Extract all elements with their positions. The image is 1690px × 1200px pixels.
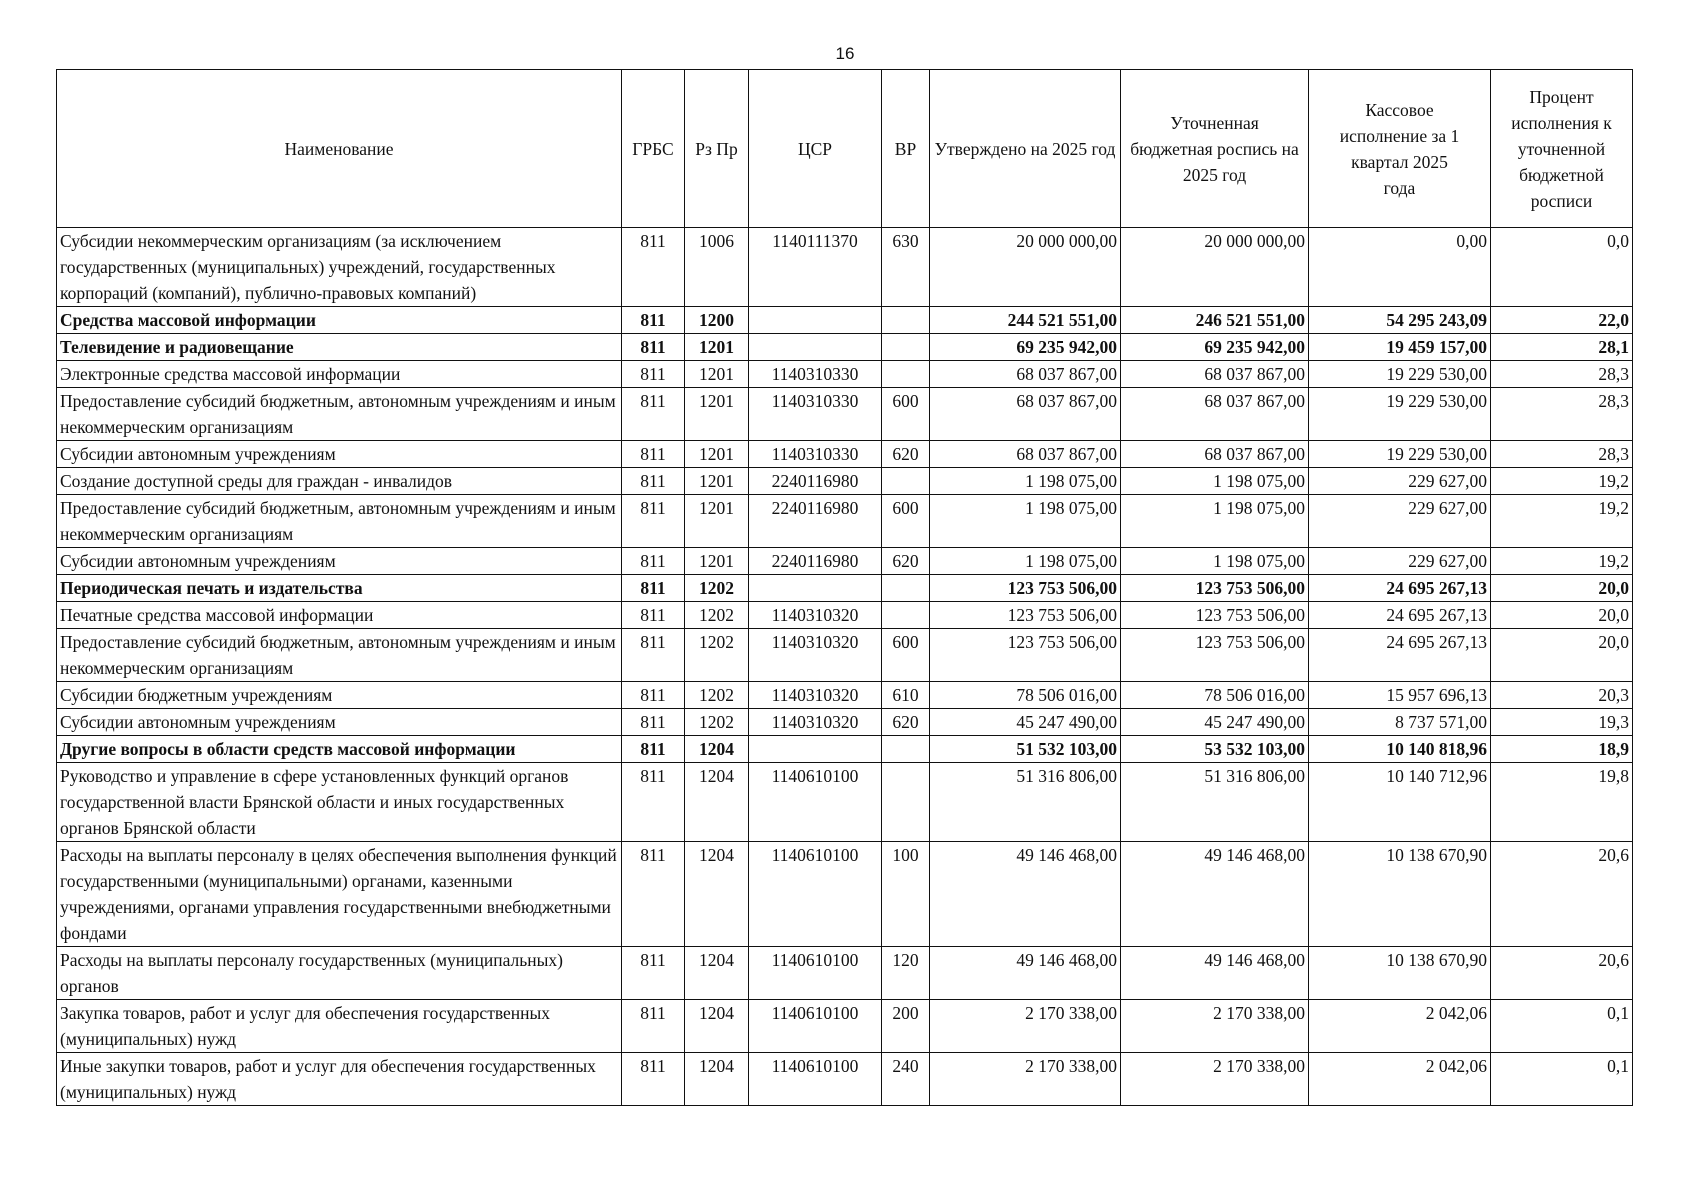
table-row: [57, 441, 1633, 468]
cell-approved: 49 146 468,00: [930, 947, 1121, 1000]
cell-percent: 28,1: [1491, 334, 1633, 361]
cell-vr: [882, 736, 930, 763]
cell-csr: 1140310320: [749, 709, 882, 736]
cell-refined: 68 037 867,00: [1121, 361, 1309, 388]
header-grbs: ГРБС: [622, 70, 685, 228]
cell-percent: 0,0: [1491, 228, 1633, 307]
table-row: [57, 763, 1633, 842]
cell-vr: [882, 763, 930, 842]
cell-vr: 240: [882, 1053, 930, 1106]
cell-grbs: 811: [622, 361, 685, 388]
cell-cash: 19 229 530,00: [1309, 388, 1491, 441]
cell-refined: 20 000 000,00: [1121, 228, 1309, 307]
cell-cash: 19 229 530,00: [1309, 441, 1491, 468]
cell-csr: 1140310320: [749, 682, 882, 709]
cell-percent: 28,3: [1491, 441, 1633, 468]
cell-name: Телевидение и радиовещание: [57, 334, 622, 361]
cell-percent: 20,0: [1491, 629, 1633, 682]
cell-rzpr: 1202: [685, 682, 749, 709]
cell-percent: 19,2: [1491, 495, 1633, 548]
cell-name: Другие вопросы в области средств массовой информации: [57, 736, 622, 763]
cell-name: Печатные средства массовой информации: [57, 602, 622, 629]
cell-rzpr: 1204: [685, 736, 749, 763]
cell-rzpr: 1006: [685, 228, 749, 307]
cell-percent: 18,9: [1491, 736, 1633, 763]
cell-approved: 68 037 867,00: [930, 441, 1121, 468]
cell-percent: 0,1: [1491, 1000, 1633, 1053]
table-row: [57, 548, 1633, 575]
cell-grbs: 811: [622, 947, 685, 1000]
cell-vr: 620: [882, 548, 930, 575]
cell-approved: 20 000 000,00: [930, 228, 1121, 307]
cell-rzpr: 1201: [685, 441, 749, 468]
cell-cash: 10 138 670,90: [1309, 947, 1491, 1000]
cell-name: Электронные средства массовой информации: [57, 361, 622, 388]
cell-csr: 1140610100: [749, 1053, 882, 1106]
cell-cash: 229 627,00: [1309, 468, 1491, 495]
cell-percent: 20,6: [1491, 842, 1633, 947]
cell-rzpr: 1204: [685, 763, 749, 842]
cell-percent: 0,1: [1491, 1053, 1633, 1106]
table-row: [57, 361, 1633, 388]
cell-approved: 68 037 867,00: [930, 388, 1121, 441]
cell-approved: 1 198 075,00: [930, 468, 1121, 495]
cell-percent: 20,3: [1491, 682, 1633, 709]
header-rzpr: Рз Пр: [685, 70, 749, 228]
cell-approved: 68 037 867,00: [930, 361, 1121, 388]
cell-grbs: 811: [622, 629, 685, 682]
cell-percent: 28,3: [1491, 388, 1633, 441]
cell-refined: 123 753 506,00: [1121, 629, 1309, 682]
cell-approved: 1 198 075,00: [930, 548, 1121, 575]
table-row: [57, 1000, 1633, 1053]
table-row: [57, 709, 1633, 736]
cell-name: Руководство и управление в сфере установленных функций органов государственной власти Брянской области и иных государственных органов Брянской области: [57, 763, 622, 842]
cell-vr: 600: [882, 495, 930, 548]
cell-csr: [749, 575, 882, 602]
cell-name: Предоставление субсидий бюджетным, автономным учреждениям и иным некоммерческим организациям: [57, 388, 622, 441]
table-row: [57, 388, 1633, 441]
cell-csr: 1140610100: [749, 947, 882, 1000]
cell-approved: 2 170 338,00: [930, 1053, 1121, 1106]
cell-vr: 610: [882, 682, 930, 709]
cell-vr: [882, 361, 930, 388]
cell-grbs: 811: [622, 495, 685, 548]
cell-refined: 68 037 867,00: [1121, 441, 1309, 468]
cell-csr: 1140310320: [749, 602, 882, 629]
table-row: [57, 307, 1633, 334]
cell-cash: 10 140 712,96: [1309, 763, 1491, 842]
cell-vr: 600: [882, 629, 930, 682]
cell-vr: 100: [882, 842, 930, 947]
cell-cash: 2 042,06: [1309, 1053, 1491, 1106]
cell-rzpr: 1204: [685, 1053, 749, 1106]
cell-percent: 20,6: [1491, 947, 1633, 1000]
header-cash: Кассовое исполнение за 1 квартал 2025 года: [1309, 70, 1491, 228]
cell-approved: 123 753 506,00: [930, 602, 1121, 629]
cell-grbs: 811: [622, 682, 685, 709]
cell-grbs: 811: [622, 575, 685, 602]
cell-csr: 2240116980: [749, 468, 882, 495]
cell-percent: 28,3: [1491, 361, 1633, 388]
cell-refined: 2 170 338,00: [1121, 1053, 1309, 1106]
cell-refined: 2 170 338,00: [1121, 1000, 1309, 1053]
cell-name: Иные закупки товаров, работ и услуг для обеспечения государственных (муниципальных) нужд: [57, 1053, 622, 1106]
cell-name: Предоставление субсидий бюджетным, автономным учреждениям и иным некоммерческим организациям: [57, 495, 622, 548]
cell-name: Закупка товаров, работ и услуг для обеспечения государственных (муниципальных) нужд: [57, 1000, 622, 1053]
cell-percent: 19,8: [1491, 763, 1633, 842]
table-row: [57, 842, 1633, 947]
cell-grbs: 811: [622, 1053, 685, 1106]
cell-approved: 45 247 490,00: [930, 709, 1121, 736]
cell-rzpr: 1201: [685, 361, 749, 388]
table-row: [57, 228, 1633, 307]
cell-grbs: 811: [622, 441, 685, 468]
cell-rzpr: 1201: [685, 388, 749, 441]
cell-approved: 123 753 506,00: [930, 575, 1121, 602]
cell-name: Расходы на выплаты персоналу государственных (муниципальных) органов: [57, 947, 622, 1000]
cell-approved: 1 198 075,00: [930, 495, 1121, 548]
cell-refined: 69 235 942,00: [1121, 334, 1309, 361]
cell-vr: [882, 602, 930, 629]
table-row: [57, 575, 1633, 602]
cell-name: Расходы на выплаты персоналу в целях обеспечения выполнения функций государственными (муниципальными) органами, казенными учреждениями, органами управления государственными внебюджетными фондами: [57, 842, 622, 947]
cell-name: Субсидии бюджетным учреждениям: [57, 682, 622, 709]
cell-refined: 1 198 075,00: [1121, 548, 1309, 575]
budget-table: [56, 69, 1633, 1106]
cell-percent: 20,0: [1491, 575, 1633, 602]
table-row: [57, 947, 1633, 1000]
cell-approved: 78 506 016,00: [930, 682, 1121, 709]
cell-refined: 45 247 490,00: [1121, 709, 1309, 736]
page-number: 16: [835, 44, 855, 63]
cell-rzpr: 1201: [685, 334, 749, 361]
cell-rzpr: 1204: [685, 842, 749, 947]
cell-cash: 2 042,06: [1309, 1000, 1491, 1053]
cell-refined: 51 316 806,00: [1121, 763, 1309, 842]
cell-csr: 1140310330: [749, 388, 882, 441]
cell-csr: 2240116980: [749, 495, 882, 548]
cell-grbs: 811: [622, 388, 685, 441]
cell-refined: 49 146 468,00: [1121, 947, 1309, 1000]
cell-cash: 229 627,00: [1309, 495, 1491, 548]
cell-refined: 123 753 506,00: [1121, 602, 1309, 629]
cell-vr: [882, 307, 930, 334]
cell-csr: 2240116980: [749, 548, 882, 575]
cell-grbs: 811: [622, 307, 685, 334]
cell-approved: 2 170 338,00: [930, 1000, 1121, 1053]
cell-rzpr: 1200: [685, 307, 749, 334]
cell-cash: 229 627,00: [1309, 548, 1491, 575]
cell-name: Предоставление субсидий бюджетным, автономным учреждениям и иным некоммерческим организациям: [57, 629, 622, 682]
cell-percent: 19,2: [1491, 548, 1633, 575]
cell-approved: 51 316 806,00: [930, 763, 1121, 842]
cell-vr: 620: [882, 441, 930, 468]
table-row: [57, 468, 1633, 495]
cell-grbs: 811: [622, 709, 685, 736]
cell-csr: 1140310330: [749, 361, 882, 388]
cell-name: Субсидии некоммерческим организациям (за исключением государственных (муниципальных) учреждений, государственных корпораций (компаний), публично-правовых компаний): [57, 228, 622, 307]
cell-approved: 123 753 506,00: [930, 629, 1121, 682]
cell-refined: 49 146 468,00: [1121, 842, 1309, 947]
cell-cash: 24 695 267,13: [1309, 602, 1491, 629]
cell-csr: [749, 334, 882, 361]
cell-cash: 15 957 696,13: [1309, 682, 1491, 709]
cell-cash: 0,00: [1309, 228, 1491, 307]
cell-cash: 19 229 530,00: [1309, 361, 1491, 388]
cell-refined: 1 198 075,00: [1121, 468, 1309, 495]
cell-grbs: 811: [622, 468, 685, 495]
header-vr: ВР: [882, 70, 930, 228]
cell-vr: 200: [882, 1000, 930, 1053]
cell-csr: 1140310320: [749, 629, 882, 682]
cell-vr: [882, 575, 930, 602]
cell-rzpr: 1202: [685, 629, 749, 682]
cell-rzpr: 1201: [685, 495, 749, 548]
cell-percent: 19,2: [1491, 468, 1633, 495]
cell-rzpr: 1202: [685, 602, 749, 629]
cell-vr: 630: [882, 228, 930, 307]
cell-grbs: 811: [622, 763, 685, 842]
table-row: [57, 629, 1633, 682]
cell-name: Создание доступной среды для граждан - инвалидов: [57, 468, 622, 495]
cell-percent: 20,0: [1491, 602, 1633, 629]
cell-vr: 600: [882, 388, 930, 441]
cell-grbs: 811: [622, 334, 685, 361]
cell-csr: 1140111370: [749, 228, 882, 307]
cell-csr: [749, 307, 882, 334]
cell-vr: [882, 468, 930, 495]
table-row: [57, 602, 1633, 629]
table-row: [57, 495, 1633, 548]
table-row: [57, 736, 1633, 763]
cell-name: Средства массовой информации: [57, 307, 622, 334]
cell-rzpr: 1204: [685, 947, 749, 1000]
cell-name: Субсидии автономным учреждениям: [57, 548, 622, 575]
table-row: [57, 334, 1633, 361]
cell-cash: 24 695 267,13: [1309, 629, 1491, 682]
cell-cash: 24 695 267,13: [1309, 575, 1491, 602]
cell-grbs: 811: [622, 736, 685, 763]
cell-name: Периодическая печать и издательства: [57, 575, 622, 602]
header-name: Наименование: [57, 70, 622, 228]
header-refined: Уточненная бюджетная роспись на 2025 год: [1121, 70, 1309, 228]
cell-grbs: 811: [622, 548, 685, 575]
cell-grbs: 811: [622, 842, 685, 947]
cell-vr: [882, 334, 930, 361]
table-row: [57, 682, 1633, 709]
cell-vr: 120: [882, 947, 930, 1000]
cell-name: Субсидии автономным учреждениям: [57, 441, 622, 468]
cell-refined: 1 198 075,00: [1121, 495, 1309, 548]
cell-vr: 620: [882, 709, 930, 736]
header-approved: Утверждено на 2025 год: [930, 70, 1121, 228]
cell-grbs: 811: [622, 1000, 685, 1053]
header-percent: Процент исполнения к уточненной бюджетной росписи: [1491, 70, 1633, 228]
cell-refined: 53 532 103,00: [1121, 736, 1309, 763]
cell-rzpr: 1204: [685, 1000, 749, 1053]
header-csr: ЦСР: [749, 70, 882, 228]
cell-cash: 8 737 571,00: [1309, 709, 1491, 736]
cell-rzpr: 1202: [685, 709, 749, 736]
cell-csr: [749, 736, 882, 763]
cell-refined: 123 753 506,00: [1121, 575, 1309, 602]
cell-csr: 1140610100: [749, 763, 882, 842]
cell-refined: 78 506 016,00: [1121, 682, 1309, 709]
cell-cash: 10 140 818,96: [1309, 736, 1491, 763]
cell-approved: 244 521 551,00: [930, 307, 1121, 334]
cell-name: Субсидии автономным учреждениям: [57, 709, 622, 736]
cell-refined: 68 037 867,00: [1121, 388, 1309, 441]
cell-grbs: 811: [622, 228, 685, 307]
cell-percent: 19,3: [1491, 709, 1633, 736]
cell-grbs: 811: [622, 602, 685, 629]
cell-cash: 10 138 670,90: [1309, 842, 1491, 947]
cell-approved: 49 146 468,00: [930, 842, 1121, 947]
cell-percent: 22,0: [1491, 307, 1633, 334]
cell-csr: 1140310330: [749, 441, 882, 468]
cell-refined: 246 521 551,00: [1121, 307, 1309, 334]
cell-csr: 1140610100: [749, 842, 882, 947]
cell-rzpr: 1201: [685, 548, 749, 575]
header-row: [57, 70, 1633, 228]
cell-approved: 69 235 942,00: [930, 334, 1121, 361]
table-body: [57, 228, 1633, 1106]
cell-approved: 51 532 103,00: [930, 736, 1121, 763]
cell-csr: 1140610100: [749, 1000, 882, 1053]
table-row: [57, 1053, 1633, 1106]
cell-cash: 54 295 243,09: [1309, 307, 1491, 334]
cell-rzpr: 1202: [685, 575, 749, 602]
cell-cash: 19 459 157,00: [1309, 334, 1491, 361]
cell-rzpr: 1201: [685, 468, 749, 495]
